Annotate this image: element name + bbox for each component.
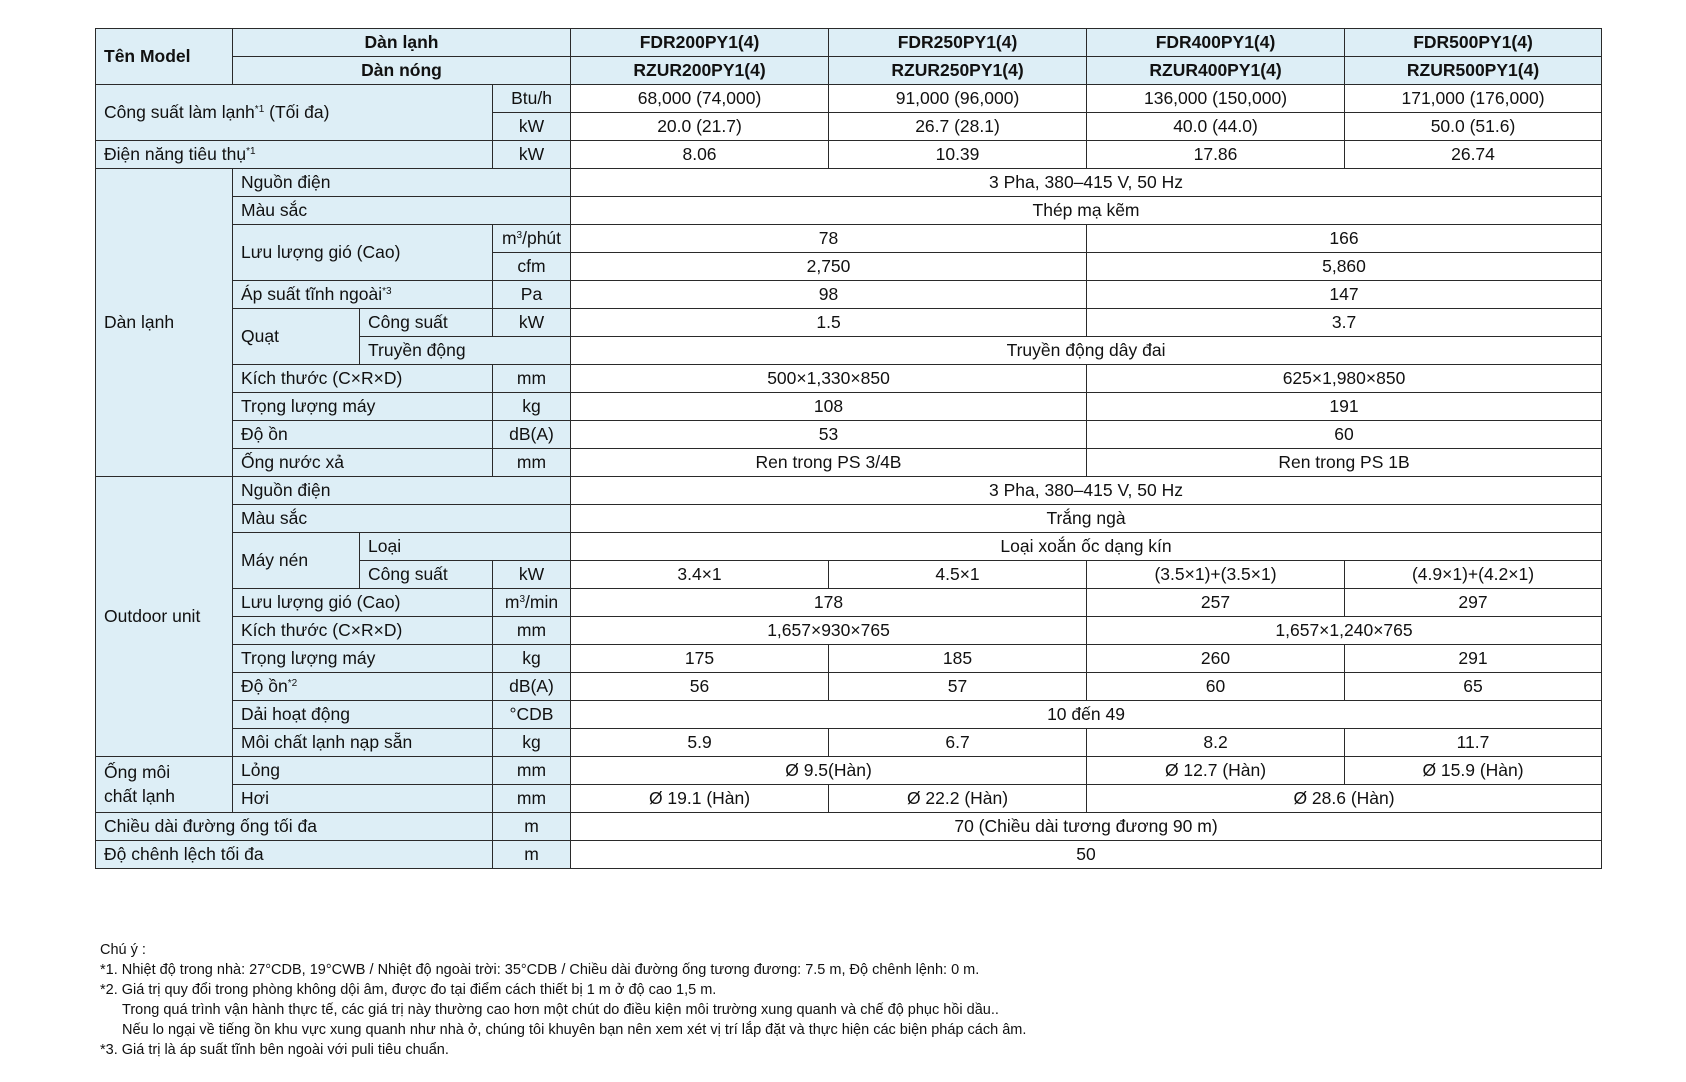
value-cell: Ø 12.7 (Hàn) <box>1087 757 1345 785</box>
value-cell: 98 <box>571 281 1087 309</box>
outdoor-model: RZUR400PY1(4) <box>1087 57 1345 85</box>
indoor-model: FDR250PY1(4) <box>829 29 1087 57</box>
value-cell: 185 <box>829 645 1087 673</box>
sub-label: Truyền động <box>360 337 571 365</box>
cooling-btu-row <box>96 85 1602 113</box>
outdoor-model: RZUR500PY1(4) <box>1345 57 1602 85</box>
spec-table <box>95 28 1602 869</box>
notes-section <box>100 940 1026 1060</box>
row-label: Kích thước (C×R×D) <box>233 365 493 393</box>
indoor-model: FDR200PY1(4) <box>571 29 829 57</box>
indoor-airflow-m3-row <box>96 225 1602 253</box>
row-label: Lưu lượng gió (Cao) <box>233 225 493 281</box>
unit-cell: dB(A) <box>493 673 571 701</box>
value-cell: 108 <box>571 393 1087 421</box>
unit-cell: dB(A) <box>493 421 571 449</box>
value-cell: 260 <box>1087 645 1345 673</box>
outdoor-airflow-row <box>96 589 1602 617</box>
value-cell: Ø 22.2 (Hàn) <box>829 785 1087 813</box>
row-label: Ống nước xả <box>233 449 493 477</box>
note-line: *2. Giá trị quy đổi trong phòng không dội âm, được đo tại điểm cách thiết bị 1 m ở độ cao 1,5 m. <box>100 982 717 998</box>
note-line: Nếu lo ngại về tiếng ồn khu vực xung quanh như nhà ở, chúng tôi khuyên bạn nên xem xét vị trí lắp đặt và thực hiện các biện pháp cách âm. <box>122 1022 1027 1038</box>
row-label: Chiều dài đường ống tối đa <box>96 813 493 841</box>
outdoor-op-range-row <box>96 701 1602 729</box>
value-cell: 178 <box>571 589 1087 617</box>
value-cell: 1.5 <box>571 309 1087 337</box>
unit-cell: mm <box>493 617 571 645</box>
indoor-power-supply-row <box>96 169 1602 197</box>
power-input-label: Điện năng tiêu thụ$^{*1}$ <box>96 141 493 169</box>
unit-cell: kW <box>493 309 571 337</box>
value-cell: 10 đến 49 <box>571 701 1602 729</box>
note-line: *3. Giá trị là áp suất tĩnh bên ngoài với puli tiêu chuẩn. <box>100 1042 449 1058</box>
row-label: Màu sắc <box>233 505 571 533</box>
value-cell: Trắng ngà <box>571 505 1602 533</box>
unit-cell: kg <box>493 729 571 757</box>
value-cell: 53 <box>571 421 1087 449</box>
indoor-sound-row <box>96 421 1602 449</box>
value-cell: 17.86 <box>1087 141 1345 169</box>
value-cell: 175 <box>571 645 829 673</box>
row-label: Lưu lượng gió (Cao) <box>233 589 493 617</box>
indoor-group-label: Dàn lạnh <box>96 169 233 477</box>
row-label: Quạt <box>233 309 360 365</box>
piping-group-label: Ống môi chất lạnh <box>96 757 233 813</box>
notes-title: Chú ý : <box>100 942 146 958</box>
value-cell: 60 <box>1087 421 1602 449</box>
value-cell: (4.9×1)+(4.2×1) <box>1345 561 1602 589</box>
outdoor-model: RZUR250PY1(4) <box>829 57 1087 85</box>
row-label: Dải hoạt động <box>233 701 493 729</box>
unit-cell: Btu/h <box>493 85 571 113</box>
outdoor-weight-row <box>96 645 1602 673</box>
value-cell: 65 <box>1345 673 1602 701</box>
value-cell: 5.9 <box>571 729 829 757</box>
value-cell: 70 (Chiều dài tương đương 90 m) <box>571 813 1602 841</box>
value-cell: 136,000 (150,000) <box>1087 85 1345 113</box>
value-cell: Loại xoắn ốc dạng kín <box>571 533 1602 561</box>
outdoor-dimensions-row <box>96 617 1602 645</box>
header-row-outdoor <box>96 57 1602 85</box>
row-label: Môi chất lạnh nạp sẵn <box>233 729 493 757</box>
unit-cell: mm <box>493 785 571 813</box>
value-cell: 26.74 <box>1345 141 1602 169</box>
row-label: Áp suất tĩnh ngoài$^{*3}$ <box>233 281 493 309</box>
value-cell: Ø 19.1 (Hàn) <box>571 785 829 813</box>
row-label: Nguồn điện <box>233 477 571 505</box>
row-label: Độ ồn <box>233 421 493 449</box>
indoor-model: FDR400PY1(4) <box>1087 29 1345 57</box>
value-cell: 91,000 (96,000) <box>829 85 1087 113</box>
row-label: Trọng lượng máy <box>233 645 493 673</box>
power-input-row <box>96 141 1602 169</box>
row-label: Máy nén <box>233 533 360 589</box>
outdoor-compressor-type-row <box>96 533 1602 561</box>
indoor-unit-header: Dàn lạnh <box>233 29 571 57</box>
value-cell: Ø 15.9 (Hàn) <box>1345 757 1602 785</box>
unit-cell: Pa <box>493 281 571 309</box>
value-cell: Ren trong PS 1B <box>1087 449 1602 477</box>
value-cell: 78 <box>571 225 1087 253</box>
value-cell: 1,657×930×765 <box>571 617 1087 645</box>
unit-cell: kW <box>493 141 571 169</box>
outdoor-power-supply-row <box>96 477 1602 505</box>
piping-liquid-row <box>96 757 1602 785</box>
row-label: Kích thước (C×R×D) <box>233 617 493 645</box>
sub-label: Loại <box>360 533 571 561</box>
row-label: Lỏng <box>233 757 493 785</box>
indoor-weight-row <box>96 393 1602 421</box>
row-label: Độ ồn$^{*2}$ <box>233 673 493 701</box>
outdoor-casing-row <box>96 505 1602 533</box>
value-cell: 8.2 <box>1087 729 1345 757</box>
max-height-row <box>96 841 1602 869</box>
value-cell: 3.4×1 <box>571 561 829 589</box>
sub-label: Công suất <box>360 561 493 589</box>
value-cell: 50 <box>571 841 1602 869</box>
piping-gas-row <box>96 785 1602 813</box>
unit-cell: $m^3$/phút <box>493 225 571 253</box>
unit-cell: $m^3/\min$ <box>493 589 571 617</box>
row-label: Độ chênh lệch tối đa <box>96 841 493 869</box>
cooling-capacity-label: Công suất làm lạnh$^{*1}$ (Tối đa) <box>96 85 493 141</box>
unit-cell: m <box>493 841 571 869</box>
value-cell: 5,860 <box>1087 253 1602 281</box>
model-name-header: Tên Model <box>96 29 233 85</box>
indoor-dimensions-row <box>96 365 1602 393</box>
sub-label: Công suất <box>360 309 493 337</box>
unit-cell: mm <box>493 449 571 477</box>
value-cell: 3.7 <box>1087 309 1602 337</box>
outdoor-unit-header: Dàn nóng <box>233 57 571 85</box>
value-cell: 6.7 <box>829 729 1087 757</box>
value-cell: 8.06 <box>571 141 829 169</box>
unit-cell: cfm <box>493 253 571 281</box>
row-label: Hơi <box>233 785 493 813</box>
value-cell: 20.0 (21.7) <box>571 113 829 141</box>
value-cell: 297 <box>1345 589 1602 617</box>
indoor-casing-row <box>96 197 1602 225</box>
value-cell: 40.0 (44.0) <box>1087 113 1345 141</box>
value-cell: 57 <box>829 673 1087 701</box>
value-cell: 3 Pha, 380–415 V, 50 Hz <box>571 477 1602 505</box>
unit-cell: kg <box>493 645 571 673</box>
value-cell: 166 <box>1087 225 1602 253</box>
value-cell: 60 <box>1087 673 1345 701</box>
unit-cell: m <box>493 813 571 841</box>
outdoor-model: RZUR200PY1(4) <box>571 57 829 85</box>
value-cell: Truyền động dây đai <box>571 337 1602 365</box>
value-cell: 56 <box>571 673 829 701</box>
value-cell: 191 <box>1087 393 1602 421</box>
value-cell: 10.39 <box>829 141 1087 169</box>
indoor-drain-row <box>96 449 1602 477</box>
value-cell: Ren trong PS 3/4B <box>571 449 1087 477</box>
unit-cell: mm <box>493 365 571 393</box>
value-cell: (3.5×1)+(3.5×1) <box>1087 561 1345 589</box>
value-cell: 291 <box>1345 645 1602 673</box>
unit-cell: mm <box>493 757 571 785</box>
row-label: Trọng lượng máy <box>233 393 493 421</box>
value-cell: Thép mạ kẽm <box>571 197 1602 225</box>
indoor-fan-motor-row <box>96 309 1602 337</box>
value-cell: 3 Pha, 380–415 V, 50 Hz <box>571 169 1602 197</box>
note-line: Trong quá trình vận hành thực tế, các giá trị này thường cao hơn một chút do điều kiện môi trường xung quanh và chế độ phục hồi dầu.. <box>122 1002 999 1018</box>
max-length-row <box>96 813 1602 841</box>
value-cell: 11.7 <box>1345 729 1602 757</box>
value-cell: 50.0 (51.6) <box>1345 113 1602 141</box>
value-cell: Ø 9.5(Hàn) <box>571 757 1087 785</box>
value-cell: 2,750 <box>571 253 1087 281</box>
outdoor-refrigerant-row <box>96 729 1602 757</box>
header-row-indoor <box>96 29 1602 57</box>
value-cell: 171,000 (176,000) <box>1345 85 1602 113</box>
outdoor-group-label: Outdoor unit <box>96 477 233 757</box>
value-cell: 4.5×1 <box>829 561 1087 589</box>
note-line: *1. Nhiệt độ trong nhà: 27°CDB, 19°CWB / Nhiệt độ ngoài trời: 35°CDB / Chiều dài đường ống tương đương: 7.5 m, Độ chênh lệnh: 0 m. <box>100 962 980 978</box>
value-cell: 500×1,330×850 <box>571 365 1087 393</box>
indoor-esp-row <box>96 281 1602 309</box>
row-label: Màu sắc <box>233 197 571 225</box>
value-cell: 1,657×1,240×765 <box>1087 617 1602 645</box>
value-cell: 68,000 (74,000) <box>571 85 829 113</box>
unit-cell: °CDB <box>493 701 571 729</box>
unit-cell: kW <box>493 113 571 141</box>
value-cell: 147 <box>1087 281 1602 309</box>
indoor-model: FDR500PY1(4) <box>1345 29 1602 57</box>
value-cell: 625×1,980×850 <box>1087 365 1602 393</box>
unit-cell: kg <box>493 393 571 421</box>
value-cell: 257 <box>1087 589 1345 617</box>
unit-cell: kW <box>493 561 571 589</box>
outdoor-sound-row <box>96 673 1602 701</box>
value-cell: Ø 28.6 (Hàn) <box>1087 785 1602 813</box>
row-label: Nguồn điện <box>233 169 571 197</box>
value-cell: 26.7 (28.1) <box>829 113 1087 141</box>
